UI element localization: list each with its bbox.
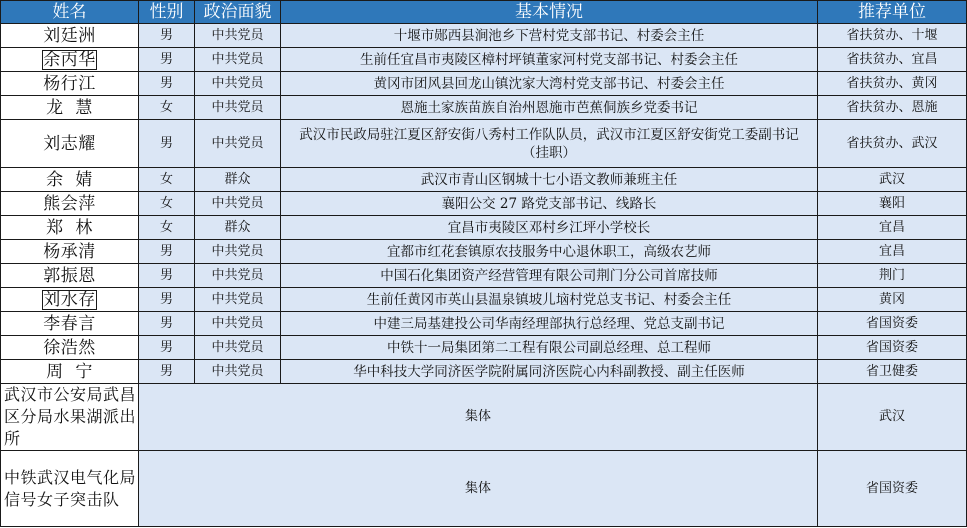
cell-name: 刘廷洲 [1, 24, 139, 48]
cell-unit: 宜昌 [818, 240, 967, 264]
table-row [1, 312, 967, 336]
cell-party: 中共党员 [195, 312, 281, 336]
cell-unit: 省扶贫办、宜昌 [818, 48, 967, 72]
cell-unit: 襄阳 [818, 192, 967, 216]
cell-info: 武汉市青山区钢城十七小语文教师兼班主任 [281, 168, 818, 192]
cell-name: 刘志耀 [1, 120, 139, 168]
boxed-name: 余丙华 [43, 49, 96, 70]
cell-unit: 荆门 [818, 264, 967, 288]
cell-info: 华中科技大学同济医学院附属同济医院心内科副教授、副主任医师 [281, 360, 818, 384]
cell-name: 龙 慧 [1, 96, 139, 120]
cell-info: 中国石化集团资产经营管理有限公司荆门分公司首席技师 [281, 264, 818, 288]
cell-unit: 武汉 [818, 384, 967, 451]
cell-name: 杨承清 [1, 240, 139, 264]
cell-gender: 女 [139, 168, 195, 192]
cell-unit: 省卫健委 [818, 360, 967, 384]
cell-name: 熊会萍 [1, 192, 139, 216]
table-row [1, 72, 967, 96]
cell-gender: 男 [139, 288, 195, 312]
cell-gender: 男 [139, 336, 195, 360]
table-row [1, 288, 967, 312]
cell-collective: 集体 [139, 384, 818, 451]
cell-info: 恩施土家族苗族自治州恩施市芭蕉侗族乡党委书记 [281, 96, 818, 120]
table-row [1, 120, 967, 168]
cell-info: 襄阳公交 27 路党支部书记、线路长 [281, 192, 818, 216]
cell-gender: 男 [139, 48, 195, 72]
cell-name: 李春言 [1, 312, 139, 336]
cell-info: 宜都市红花套镇原农技服务中心退休职工，高级农艺师 [281, 240, 818, 264]
table-row [1, 24, 967, 48]
table-row [1, 192, 967, 216]
cell-unit: 省扶贫办、黄冈 [818, 72, 967, 96]
cell-unit: 省扶贫办、十堰 [818, 24, 967, 48]
cell-info: 武汉市民政局驻江夏区舒安街八秀村工作队队员，武汉市江夏区舒安街党工委副书记（挂职） [281, 120, 818, 168]
header-party: 政治面貌 [195, 1, 281, 24]
table-row [1, 96, 967, 120]
cell-unit: 省扶贫办、恩施 [818, 96, 967, 120]
cell-name: 余 婧 [1, 168, 139, 192]
cell-party: 中共党员 [195, 360, 281, 384]
table-row [1, 168, 967, 192]
cell-unit: 省国资委 [818, 451, 967, 527]
cell-gender: 男 [139, 360, 195, 384]
cell-party: 中共党员 [195, 264, 281, 288]
cell-collective: 集体 [139, 451, 818, 527]
cell-gender: 男 [139, 264, 195, 288]
cell-gender: 男 [139, 120, 195, 168]
table-row [1, 360, 967, 384]
collective-row [1, 451, 967, 527]
cell-info: 生前任黄冈市英山县温泉镇坡儿垴村党总支书记、村委会主任 [281, 288, 818, 312]
cell-unit: 宜昌 [818, 216, 967, 240]
table-row [1, 240, 967, 264]
header-info: 基本情况 [281, 1, 818, 24]
header-gender: 性别 [139, 1, 195, 24]
collective-row [1, 384, 967, 451]
table-row [1, 336, 967, 360]
cell-gender: 男 [139, 312, 195, 336]
cell-name: 郭振恩 [1, 264, 139, 288]
cell-name: 武汉市公安局武昌区分局水果湖派出所 [1, 384, 139, 451]
cell-party: 中共党员 [195, 192, 281, 216]
cell-gender: 女 [139, 96, 195, 120]
cell-info: 中建三局基建投公司华南经理部执行总经理、党总支副书记 [281, 312, 818, 336]
cell-party: 中共党员 [195, 96, 281, 120]
cell-info: 黄冈市团风县回龙山镇沈家大湾村党支部书记、村委会主任 [281, 72, 818, 96]
cell-party: 群众 [195, 168, 281, 192]
cell-info: 生前任宜昌市夷陵区樟村坪镇董家河村党支部书记、村委会主任 [281, 48, 818, 72]
cell-info: 十堰市郧西县涧池乡下营村党支部书记、村委会主任 [281, 24, 818, 48]
cell-gender: 男 [139, 24, 195, 48]
cell-gender: 女 [139, 216, 195, 240]
cell-unit: 省国资委 [818, 312, 967, 336]
cell-party: 中共党员 [195, 120, 281, 168]
cell-party: 中共党员 [195, 288, 281, 312]
cell-name: 徐浩然 [1, 336, 139, 360]
cell-gender: 男 [139, 72, 195, 96]
header-name: 姓名 [1, 1, 139, 24]
boxed-name: 刘水存 [43, 289, 96, 310]
cell-name: 杨行江 [1, 72, 139, 96]
cell-party: 中共党员 [195, 240, 281, 264]
cell-name: 周 宁 [1, 360, 139, 384]
cell-party: 中共党员 [195, 24, 281, 48]
table-row [1, 216, 967, 240]
header-row [1, 1, 967, 24]
header-unit: 推荐单位 [818, 1, 967, 24]
cell-party: 中共党员 [195, 336, 281, 360]
cell-unit: 黄冈 [818, 288, 967, 312]
cell-unit: 武汉 [818, 168, 967, 192]
cell-party: 中共党员 [195, 72, 281, 96]
table-row [1, 264, 967, 288]
table-row [1, 48, 967, 72]
cell-name [1, 48, 139, 72]
cell-name [1, 288, 139, 312]
cell-info: 宜昌市夷陵区邓村乡江坪小学校长 [281, 216, 818, 240]
cell-party: 群众 [195, 216, 281, 240]
cell-unit: 省扶贫办、武汉 [818, 120, 967, 168]
cell-unit: 省国资委 [818, 336, 967, 360]
cell-gender: 男 [139, 240, 195, 264]
cell-info: 中铁十一局集团第二工程有限公司副总经理、总工程师 [281, 336, 818, 360]
cell-party: 中共党员 [195, 48, 281, 72]
cell-name: 中铁武汉电气化局信号女子突击队 [1, 451, 139, 527]
cell-gender: 女 [139, 192, 195, 216]
cell-name: 郑 林 [1, 216, 139, 240]
